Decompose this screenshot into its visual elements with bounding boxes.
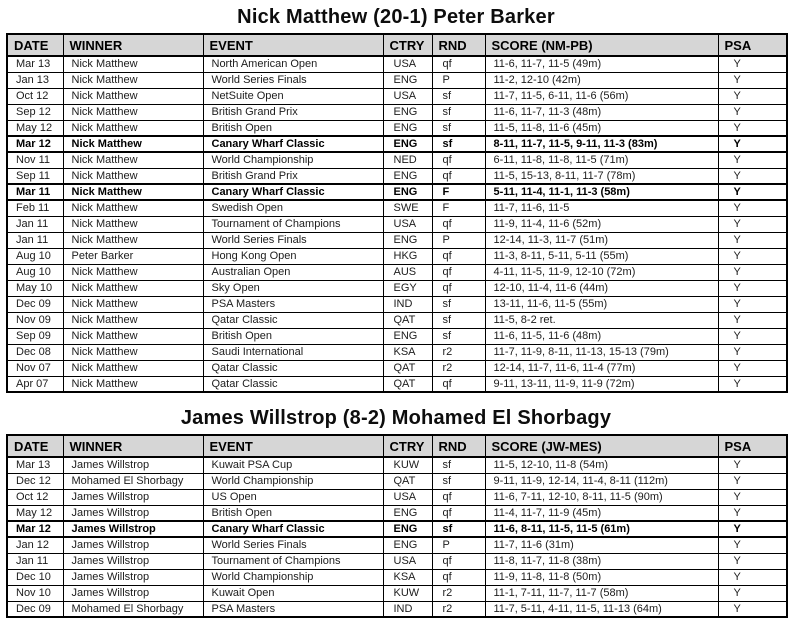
cell-psa: Y — [718, 280, 787, 296]
table-row — [7, 376, 787, 392]
column-header-rnd: RND — [432, 435, 485, 457]
cell-score: 11-1, 7-11, 11-7, 11-7 (58m) — [485, 585, 718, 601]
cell-date: Nov 10 — [7, 585, 63, 601]
cell-rnd: r2 — [432, 601, 485, 617]
cell-event: Qatar Classic — [203, 312, 383, 328]
cell-psa: Y — [718, 88, 787, 104]
cell-winner: Nick Matthew — [63, 200, 203, 216]
cell-winner: Nick Matthew — [63, 360, 203, 376]
cell-event: Canary Wharf Classic — [203, 184, 383, 200]
cell-ctry: ENG — [383, 537, 432, 553]
cell-score: 12-10, 11-4, 11-6 (44m) — [485, 280, 718, 296]
cell-winner: James Willstrop — [63, 457, 203, 473]
table-row — [7, 585, 787, 601]
cell-score: 11-6, 11-7, 11-5 (49m) — [485, 56, 718, 72]
cell-rnd: P — [432, 72, 485, 88]
cell-psa: Y — [718, 360, 787, 376]
cell-winner: Nick Matthew — [63, 152, 203, 168]
cell-psa: Y — [718, 376, 787, 392]
cell-date: Dec 09 — [7, 296, 63, 312]
cell-psa: Y — [718, 168, 787, 184]
cell-event: World Series Finals — [203, 537, 383, 553]
table-row — [7, 264, 787, 280]
cell-ctry: USA — [383, 88, 432, 104]
cell-winner: Nick Matthew — [63, 280, 203, 296]
table-row — [7, 104, 787, 120]
cell-date: May 10 — [7, 280, 63, 296]
column-header-score: SCORE (NM-PB) — [485, 34, 718, 56]
cell-score: 11-7, 11-5, 6-11, 11-6 (56m) — [485, 88, 718, 104]
cell-rnd: sf — [432, 296, 485, 312]
cell-winner: Nick Matthew — [63, 56, 203, 72]
cell-rnd: P — [432, 232, 485, 248]
cell-date: Sep 12 — [7, 104, 63, 120]
cell-date: Oct 12 — [7, 88, 63, 104]
table-row — [7, 72, 787, 88]
cell-winner: James Willstrop — [63, 489, 203, 505]
cell-event: NetSuite Open — [203, 88, 383, 104]
column-header-rnd: RND — [432, 34, 485, 56]
cell-rnd: F — [432, 200, 485, 216]
cell-date: Jan 12 — [7, 537, 63, 553]
cell-winner: Nick Matthew — [63, 136, 203, 152]
table-row — [7, 344, 787, 360]
cell-winner: Nick Matthew — [63, 344, 203, 360]
table-row — [7, 328, 787, 344]
table-row — [7, 296, 787, 312]
cell-score: 11-6, 7-11, 12-10, 8-11, 11-5 (90m) — [485, 489, 718, 505]
cell-score: 9-11, 13-11, 11-9, 11-9 (72m) — [485, 376, 718, 392]
cell-event: British Open — [203, 120, 383, 136]
cell-winner: James Willstrop — [63, 537, 203, 553]
cell-psa: Y — [718, 152, 787, 168]
cell-score: 11-3, 8-11, 5-11, 5-11 (55m) — [485, 248, 718, 264]
cell-winner: Mohamed El Shorbagy — [63, 473, 203, 489]
cell-ctry: ENG — [383, 232, 432, 248]
cell-psa: Y — [718, 312, 787, 328]
cell-score: 11-4, 11-7, 11-9 (45m) — [485, 505, 718, 521]
cell-psa: Y — [718, 505, 787, 521]
cell-score: 12-14, 11-7, 11-6, 11-4 (77m) — [485, 360, 718, 376]
cell-rnd: P — [432, 537, 485, 553]
cell-score: 11-5, 11-8, 11-6 (45m) — [485, 120, 718, 136]
cell-ctry: ENG — [383, 72, 432, 88]
cell-rnd: sf — [432, 104, 485, 120]
cell-rnd: qf — [432, 569, 485, 585]
column-header-event: EVENT — [203, 435, 383, 457]
cell-rnd: qf — [432, 152, 485, 168]
cell-score: 11-7, 5-11, 4-11, 11-5, 11-13 (64m) — [485, 601, 718, 617]
table-row — [7, 489, 787, 505]
cell-ctry: QAT — [383, 360, 432, 376]
table-header-row — [7, 435, 787, 457]
cell-ctry: QAT — [383, 376, 432, 392]
cell-event: Qatar Classic — [203, 376, 383, 392]
cell-psa: Y — [718, 585, 787, 601]
cell-ctry: QAT — [383, 312, 432, 328]
cell-rnd: sf — [432, 521, 485, 537]
cell-score: 13-11, 11-6, 11-5 (55m) — [485, 296, 718, 312]
cell-rnd: qf — [432, 168, 485, 184]
cell-rnd: r2 — [432, 344, 485, 360]
table-row — [7, 232, 787, 248]
cell-psa: Y — [718, 72, 787, 88]
cell-winner: Nick Matthew — [63, 216, 203, 232]
cell-date: Aug 10 — [7, 248, 63, 264]
cell-ctry: KUW — [383, 457, 432, 473]
cell-date: Dec 12 — [7, 473, 63, 489]
column-header-score: SCORE (JW-MES) — [485, 435, 718, 457]
cell-date: May 12 — [7, 505, 63, 521]
cell-psa: Y — [718, 328, 787, 344]
cell-ctry: HKG — [383, 248, 432, 264]
cell-score: 9-11, 11-9, 12-14, 11-4, 8-11 (112m) — [485, 473, 718, 489]
cell-event: Hong Kong Open — [203, 248, 383, 264]
cell-psa: Y — [718, 344, 787, 360]
cell-score: 11-8, 11-7, 11-8 (38m) — [485, 553, 718, 569]
cell-event: PSA Masters — [203, 601, 383, 617]
cell-event: British Open — [203, 505, 383, 521]
cell-score: 11-7, 11-6 (31m) — [485, 537, 718, 553]
head-to-head-section-willstrop-elshorbagy — [6, 407, 786, 618]
cell-winner: Nick Matthew — [63, 120, 203, 136]
cell-rnd: qf — [432, 376, 485, 392]
cell-winner: Nick Matthew — [63, 72, 203, 88]
cell-date: Mar 13 — [7, 457, 63, 473]
table-row — [7, 136, 787, 152]
cell-rnd: sf — [432, 457, 485, 473]
cell-rnd: qf — [432, 216, 485, 232]
cell-psa: Y — [718, 136, 787, 152]
cell-event: Tournament of Champions — [203, 216, 383, 232]
cell-ctry: ENG — [383, 328, 432, 344]
cell-winner: James Willstrop — [63, 553, 203, 569]
table-row — [7, 473, 787, 489]
cell-rnd: sf — [432, 120, 485, 136]
table-row — [7, 184, 787, 200]
table-row — [7, 601, 787, 617]
cell-ctry: USA — [383, 553, 432, 569]
table-row — [7, 280, 787, 296]
cell-psa: Y — [718, 521, 787, 537]
cell-psa: Y — [718, 473, 787, 489]
cell-date: Mar 11 — [7, 184, 63, 200]
column-header-psa: PSA — [718, 34, 787, 56]
cell-score: 5-11, 11-4, 11-1, 11-3 (58m) — [485, 184, 718, 200]
cell-date: Mar 13 — [7, 56, 63, 72]
cell-rnd: sf — [432, 136, 485, 152]
cell-rnd: sf — [432, 328, 485, 344]
table-row — [7, 569, 787, 585]
cell-date: Feb 11 — [7, 200, 63, 216]
cell-ctry: ENG — [383, 136, 432, 152]
column-header-date: DATE — [7, 435, 63, 457]
cell-rnd: sf — [432, 312, 485, 328]
cell-winner: Nick Matthew — [63, 104, 203, 120]
table-row — [7, 312, 787, 328]
cell-psa: Y — [718, 296, 787, 312]
cell-ctry: USA — [383, 216, 432, 232]
cell-winner: Nick Matthew — [63, 296, 203, 312]
cell-rnd: r2 — [432, 585, 485, 601]
table-row — [7, 537, 787, 553]
cell-date: Jan 11 — [7, 216, 63, 232]
cell-score: 11-6, 11-5, 11-6 (48m) — [485, 328, 718, 344]
results-table — [6, 434, 788, 618]
cell-event: World Series Finals — [203, 72, 383, 88]
cell-winner: James Willstrop — [63, 585, 203, 601]
cell-date: Aug 10 — [7, 264, 63, 280]
cell-score: 11-7, 11-9, 8-11, 11-13, 15-13 (79m) — [485, 344, 718, 360]
cell-score: 11-6, 8-11, 11-5, 11-5 (61m) — [485, 521, 718, 537]
cell-ctry: USA — [383, 56, 432, 72]
cell-psa: Y — [718, 200, 787, 216]
cell-date: Dec 08 — [7, 344, 63, 360]
table-row — [7, 152, 787, 168]
column-header-winner: WINNER — [63, 435, 203, 457]
table-row — [7, 120, 787, 136]
cell-psa: Y — [718, 232, 787, 248]
page-title: James Willstrop (8-2) Mohamed El Shorbagy — [180, 407, 612, 429]
column-header-winner: WINNER — [63, 34, 203, 56]
cell-date: Dec 10 — [7, 569, 63, 585]
cell-psa: Y — [718, 569, 787, 585]
cell-ctry: AUS — [383, 264, 432, 280]
table-row — [7, 216, 787, 232]
cell-winner: Peter Barker — [63, 248, 203, 264]
cell-winner: Nick Matthew — [63, 168, 203, 184]
cell-event: British Grand Prix — [203, 104, 383, 120]
cell-ctry: IND — [383, 601, 432, 617]
cell-date: Jan 13 — [7, 72, 63, 88]
cell-event: Kuwait Open — [203, 585, 383, 601]
cell-score: 11-7, 11-6, 11-5 — [485, 200, 718, 216]
cell-event: Canary Wharf Classic — [203, 521, 383, 537]
cell-winner: Nick Matthew — [63, 232, 203, 248]
cell-ctry: EGY — [383, 280, 432, 296]
cell-ctry: SWE — [383, 200, 432, 216]
table-row — [7, 360, 787, 376]
cell-ctry: NED — [383, 152, 432, 168]
column-header-date: DATE — [7, 34, 63, 56]
cell-score: 12-14, 11-3, 11-7 (51m) — [485, 232, 718, 248]
cell-winner: James Willstrop — [63, 505, 203, 521]
cell-psa: Y — [718, 216, 787, 232]
cell-rnd: qf — [432, 264, 485, 280]
cell-ctry: KSA — [383, 569, 432, 585]
cell-psa: Y — [718, 184, 787, 200]
cell-date: Jan 11 — [7, 553, 63, 569]
cell-event: British Grand Prix — [203, 168, 383, 184]
cell-event: North American Open — [203, 56, 383, 72]
cell-score: 11-5, 12-10, 11-8 (54m) — [485, 457, 718, 473]
cell-rnd: qf — [432, 505, 485, 521]
cell-event: Swedish Open — [203, 200, 383, 216]
cell-date: Mar 12 — [7, 521, 63, 537]
cell-ctry: ENG — [383, 120, 432, 136]
column-header-psa: PSA — [718, 435, 787, 457]
cell-ctry: KUW — [383, 585, 432, 601]
table-row — [7, 553, 787, 569]
table-row — [7, 56, 787, 72]
cell-psa: Y — [718, 248, 787, 264]
cell-ctry: ENG — [383, 184, 432, 200]
cell-score: 6-11, 11-8, 11-8, 11-5 (71m) — [485, 152, 718, 168]
table-row — [7, 521, 787, 537]
table-row — [7, 505, 787, 521]
cell-score: 11-5, 8-2 ret. — [485, 312, 718, 328]
cell-winner: Nick Matthew — [63, 88, 203, 104]
cell-score: 11-2, 12-10 (42m) — [485, 72, 718, 88]
page-title: Nick Matthew (20-1) Peter Barker — [237, 6, 555, 28]
head-to-head-section-matthew-barker — [6, 6, 786, 393]
cell-date: May 12 — [7, 120, 63, 136]
column-header-event: EVENT — [203, 34, 383, 56]
cell-psa: Y — [718, 553, 787, 569]
table-row — [7, 200, 787, 216]
cell-psa: Y — [718, 56, 787, 72]
cell-winner: Mohamed El Shorbagy — [63, 601, 203, 617]
cell-winner: James Willstrop — [63, 569, 203, 585]
cell-event: PSA Masters — [203, 296, 383, 312]
cell-rnd: qf — [432, 553, 485, 569]
table-header-row — [7, 34, 787, 56]
cell-event: US Open — [203, 489, 383, 505]
cell-psa: Y — [718, 120, 787, 136]
table-row — [7, 248, 787, 264]
table-row — [7, 457, 787, 473]
cell-winner: James Willstrop — [63, 521, 203, 537]
cell-event: British Open — [203, 328, 383, 344]
cell-ctry: KSA — [383, 344, 432, 360]
cell-rnd: r2 — [432, 360, 485, 376]
cell-date: Mar 12 — [7, 136, 63, 152]
cell-ctry: ENG — [383, 505, 432, 521]
cell-score: 11-9, 11-4, 11-6 (52m) — [485, 216, 718, 232]
cell-event: Kuwait PSA Cup — [203, 457, 383, 473]
cell-winner: Nick Matthew — [63, 328, 203, 344]
cell-event: Sky Open — [203, 280, 383, 296]
table-row — [7, 88, 787, 104]
cell-score: 4-11, 11-5, 11-9, 12-10 (72m) — [485, 264, 718, 280]
cell-score: 11-9, 11-8, 11-8 (50m) — [485, 569, 718, 585]
cell-psa: Y — [718, 601, 787, 617]
cell-date: Nov 07 — [7, 360, 63, 376]
cell-psa: Y — [718, 264, 787, 280]
cell-rnd: qf — [432, 56, 485, 72]
cell-event: World Championship — [203, 152, 383, 168]
cell-rnd: sf — [432, 88, 485, 104]
cell-psa: Y — [718, 489, 787, 505]
cell-date: Oct 12 — [7, 489, 63, 505]
cell-event: Saudi International — [203, 344, 383, 360]
cell-date: Jan 11 — [7, 232, 63, 248]
cell-date: Sep 11 — [7, 168, 63, 184]
cell-event: Qatar Classic — [203, 360, 383, 376]
cell-ctry: ENG — [383, 521, 432, 537]
cell-winner: Nick Matthew — [63, 264, 203, 280]
cell-ctry: USA — [383, 489, 432, 505]
cell-psa: Y — [718, 537, 787, 553]
cell-ctry: ENG — [383, 168, 432, 184]
cell-date: Apr 07 — [7, 376, 63, 392]
cell-winner: Nick Matthew — [63, 376, 203, 392]
cell-event: World Championship — [203, 473, 383, 489]
cell-event: Canary Wharf Classic — [203, 136, 383, 152]
cell-rnd: qf — [432, 248, 485, 264]
column-header-ctry: CTRY — [383, 435, 432, 457]
cell-date: Nov 09 — [7, 312, 63, 328]
cell-event: World Series Finals — [203, 232, 383, 248]
cell-rnd: sf — [432, 473, 485, 489]
cell-psa: Y — [718, 457, 787, 473]
cell-winner: Nick Matthew — [63, 312, 203, 328]
cell-score: 11-6, 11-7, 11-3 (48m) — [485, 104, 718, 120]
cell-date: Dec 09 — [7, 601, 63, 617]
cell-winner: Nick Matthew — [63, 184, 203, 200]
cell-ctry: QAT — [383, 473, 432, 489]
column-header-ctry: CTRY — [383, 34, 432, 56]
cell-ctry: IND — [383, 296, 432, 312]
cell-rnd: qf — [432, 489, 485, 505]
cell-event: Australian Open — [203, 264, 383, 280]
results-table — [6, 33, 788, 393]
cell-date: Sep 09 — [7, 328, 63, 344]
table-row — [7, 168, 787, 184]
cell-rnd: F — [432, 184, 485, 200]
cell-score: 11-5, 15-13, 8-11, 11-7 (78m) — [485, 168, 718, 184]
cell-event: Tournament of Champions — [203, 553, 383, 569]
cell-psa: Y — [718, 104, 787, 120]
cell-rnd: qf — [432, 280, 485, 296]
cell-date: Nov 11 — [7, 152, 63, 168]
cell-score: 8-11, 11-7, 11-5, 9-11, 11-3 (83m) — [485, 136, 718, 152]
cell-ctry: ENG — [383, 104, 432, 120]
cell-event: World Championship — [203, 569, 383, 585]
